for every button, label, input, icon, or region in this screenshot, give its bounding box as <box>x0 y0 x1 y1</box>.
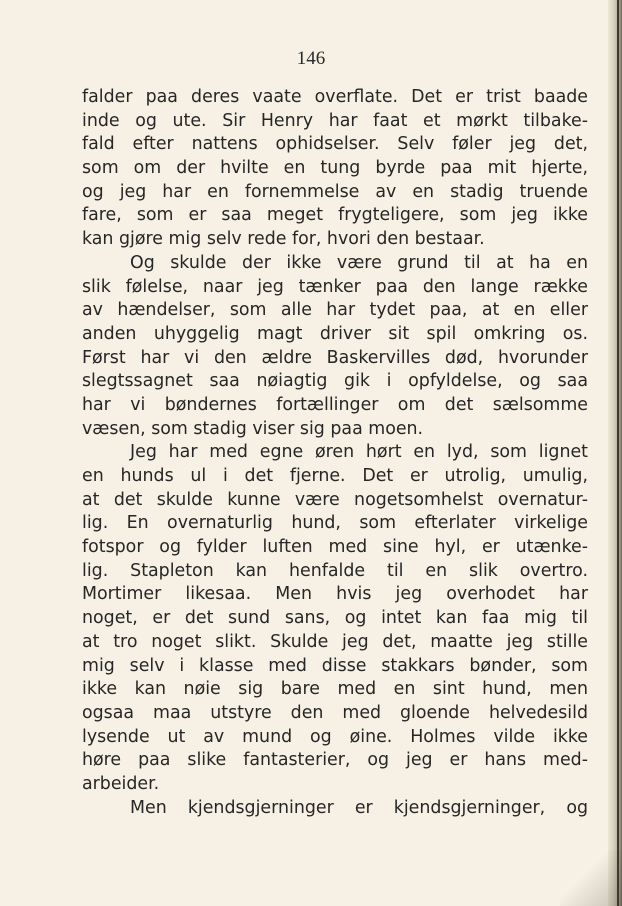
text-line: Først har vi den ældre Baskervilles død, hvorunder <box>82 347 588 368</box>
text-line: at tro noget slikt. Skulde jeg det, maatte jeg stille <box>82 631 588 652</box>
text-line: kan gjøre mig selv rede for, hvori den bestaar. <box>82 229 485 250</box>
text-line: en hunds ul i det fjerne. Det er utrolig, umulig, <box>82 466 588 486</box>
text-line: ikke kan nøie sig bare med en sint hund, men <box>82 679 588 700</box>
text-line: lig. En overnaturlig hund, som efterlater virkelige <box>82 513 588 534</box>
text-line: har vi bøndernes fortællinger om det sælsomme <box>82 394 588 415</box>
text-line: Men kjendsgjerninger er kjendsgjerninger, og <box>130 797 588 818</box>
text-line: Og skulde der ikke være grund til at ha en <box>130 252 588 273</box>
binding-line <box>617 0 619 906</box>
text-line: anden uhyggelig magt driver sit spil omkring os. <box>82 323 588 344</box>
text-line: Jeg har med egne øren hørt en lyd, som lignet <box>130 442 588 463</box>
body-text <box>82 86 588 820</box>
text-line: slegtssagnet saa nøiagtig gik i opfyldelse, og saa <box>82 371 588 392</box>
text-line: slik følelse, naar jeg tænker paa den lange række <box>82 276 588 297</box>
text-line: noget, er det sund sans, og intet kan faa mig til <box>82 608 588 629</box>
text-line: væsen, som stadig viser sig paa moen. <box>82 418 424 439</box>
text-line: ogsaa maa utstyre den med gloende helvedesild <box>82 702 588 723</box>
text-line: fare, som er saa meget frygteligere, som jeg ikke <box>82 205 588 226</box>
text-line: lig. Stapleton kan henfalde til en slik overtro. <box>82 560 588 581</box>
page-number: 146 <box>296 48 326 69</box>
text-line: høre paa slike fantasterier, og jeg er hans med- <box>82 750 588 771</box>
text-line: mig selv i klasse med disse stakkars bønder, som <box>82 655 588 676</box>
text-line: falder paa deres vaate overflate. Det er trist baade <box>82 87 588 107</box>
text-line: av hændelser, som alle har tydet paa, at en eller <box>82 300 588 321</box>
text-line: fald efter nattens ophidselser. Selv føler jeg det, <box>82 134 588 155</box>
text-line: at det skulde kunne være nogetsomhelst overnatur- <box>82 489 588 510</box>
text-line: fotspor og fylder luften med sine hyl, er utænke- <box>82 537 588 558</box>
corner-shadow <box>560 850 622 906</box>
text-line: arbeider. <box>82 773 160 794</box>
text-line: Mortimer likesaa. Men hvis jeg overhodet har <box>82 584 588 605</box>
text-line: inde og ute. Sir Henry har faat et mørkt tilbake- <box>82 110 588 131</box>
text-line: og jeg har en fornemmelse av en stadig truende <box>82 181 588 202</box>
page-edge <box>608 0 622 906</box>
text-line: lysende ut av mund og øine. Holmes vilde ikke <box>82 726 588 747</box>
text-line: som om der hvilte en tung byrde paa mit hjerte, <box>82 158 588 179</box>
